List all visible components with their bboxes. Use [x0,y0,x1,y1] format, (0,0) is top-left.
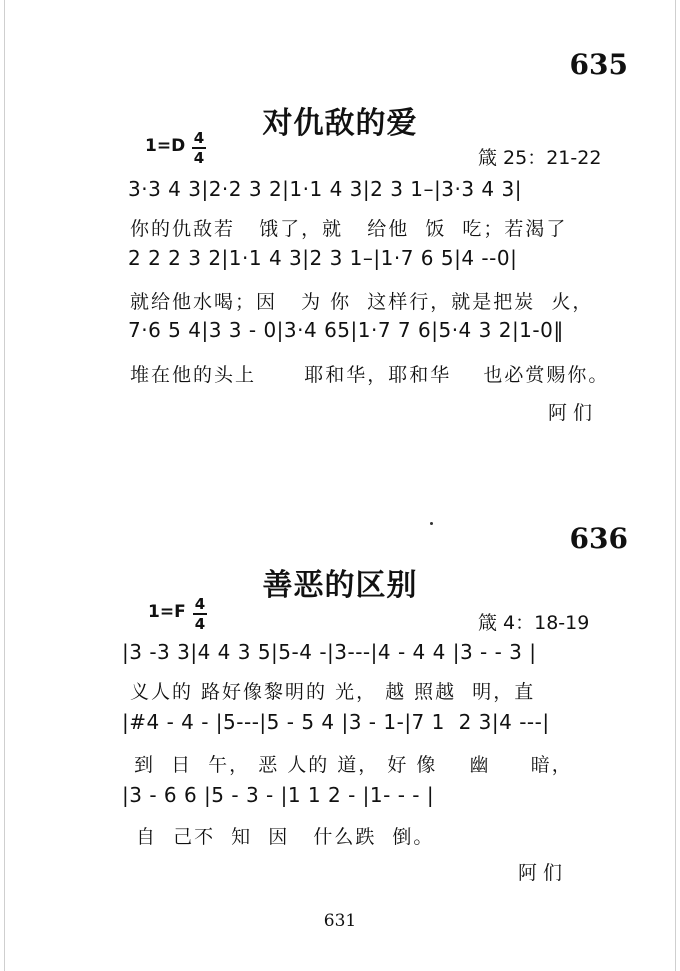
notation-line: |#4 - 4 - |5---|5 - 5 4 |3 - 1-|7 1 2 3|4 ---| [122,710,550,734]
notation-line: 2 2 2 3 2|1·1 4 3|2 3 1–|1·7 6 5|4 --0| [128,246,518,270]
key-signature: 1=D [145,136,186,156]
hymn-number: 636 [569,522,628,555]
lyric-line: 义人的 路好像黎明的 光， 越 照越 明，直 [130,681,536,703]
page-edge-right [675,0,676,971]
time-signature-top: 4 [193,129,205,147]
time-signature-top: 4 [194,595,206,613]
amen: 阿们 [518,862,569,884]
lyric-line: 到 日 午， 恶 人的 道， 好 像 幽 暗， [134,754,573,776]
amen: 阿们 [548,402,599,424]
scripture-reference: 箴 25：21-22 [478,147,602,169]
hymn-title: 善恶的区别 [262,568,418,603]
page-number: 631 [323,911,357,931]
notation-line: 7·6 5 4|3 3 - 0|3·4 65|1·7 7 6|5·4 3 2|1-0‖ [128,318,564,342]
time-signature-bottom: 4 [193,149,205,167]
time-signature [190,130,208,166]
page-edge-left [4,0,5,971]
time-signature-bottom: 4 [194,615,206,633]
key-signature: 1=F [148,602,186,622]
hymn-number: 635 [569,48,628,81]
time-signature [191,596,209,632]
lyric-line: 堆在他的头上 耶和华，耶和华 也必赏赐你。 [130,364,610,386]
scripture-reference: 箴 4：18-19 [478,612,590,634]
notation-line: 3·3 4 3|2·2 3 2|1·1 4 3|2 3 1–|3·3 4 3| [128,177,522,201]
lyric-line: 就给他水喝；因 为 你 这样行，就是把炭 火， [130,291,594,313]
lyric-line: 自 己不 知 因 什么跌 倒。 [136,826,435,848]
notation-line: |3 -3 3|4 4 3 5|5-4 -|3---|4 - 4 4 |3 - - 3 | [122,640,537,664]
stray-dot [430,522,433,525]
notation-line: |3 - 6 6 |5 - 3 - |1 1 2 - |1- - - | [122,783,435,807]
lyric-line: 你的仇敌若 饿了，就 给他 饭 吃；若渴了 [130,218,568,240]
hymn-title: 对仇敌的爱 [262,106,418,141]
